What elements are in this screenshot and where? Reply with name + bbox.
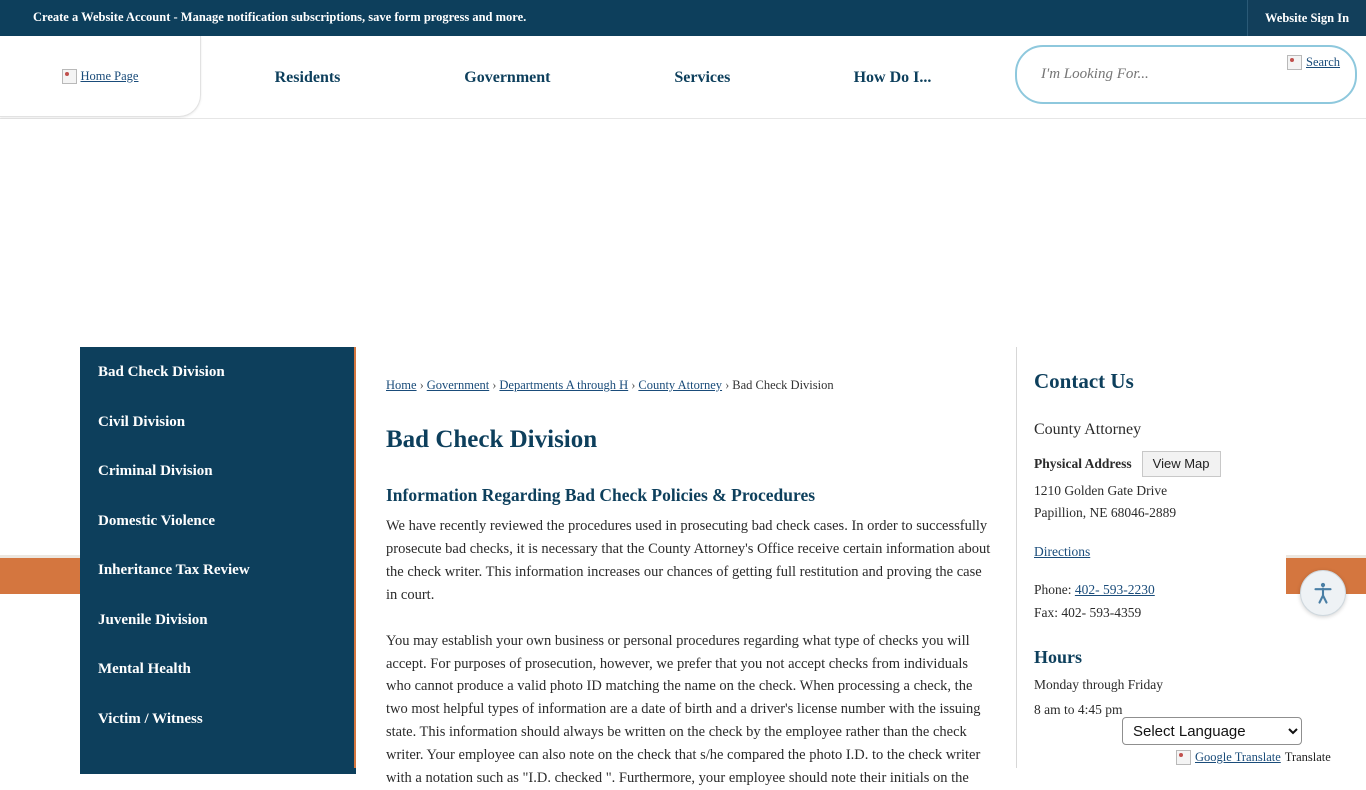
breadcrumb-item-current: Bad Check Division	[732, 378, 834, 392]
breadcrumb-separator: ›	[419, 378, 424, 392]
breadcrumb-item-departments-a-through-h[interactable]: Departments A through H	[499, 378, 629, 392]
contact-panel	[1016, 347, 1304, 768]
fax-line: Fax: 402- 593-4359	[1034, 605, 1142, 620]
sidebar-item-bad-check-division[interactable]: Bad Check Division	[98, 364, 225, 380]
directions-link[interactable]: Directions	[1034, 544, 1091, 559]
nav-item-government[interactable]: Government	[464, 69, 551, 86]
broken-image-icon	[1176, 750, 1191, 765]
sidebar-item-civil-division[interactable]: Civil Division	[98, 413, 186, 430]
sidebar-item-inheritance-tax-review[interactable]: Inheritance Tax Review	[98, 562, 250, 578]
main-content	[386, 347, 996, 790]
breadcrumb-item-home[interactable]: Home	[386, 378, 417, 392]
section-sidebar	[80, 347, 356, 774]
decorative-stripe-left	[0, 555, 80, 594]
site-header	[0, 36, 1366, 119]
accessibility-icon	[1311, 581, 1335, 605]
nav-item-services[interactable]: Services	[674, 69, 731, 86]
google-translate-alt: Google Translate	[1195, 750, 1281, 764]
page-title: Bad Check Division	[386, 426, 598, 453]
view-map-button[interactable]: View Map	[1142, 451, 1221, 477]
phone-line	[1034, 582, 1304, 598]
search-icon[interactable]	[1287, 55, 1346, 70]
breadcrumb-separator: ›	[725, 378, 730, 392]
search-input[interactable]	[1039, 59, 1273, 89]
translate-label: Translate	[1284, 750, 1331, 764]
nav-item-how-do-i[interactable]: How Do I...	[853, 69, 932, 86]
google-translate-branding	[1176, 750, 1331, 765]
language-select[interactable]	[1122, 717, 1302, 745]
nav-item-residents[interactable]: Residents	[274, 69, 341, 86]
address-line-1: 1210 Golden Gate Drive	[1034, 483, 1168, 498]
phone-number-link[interactable]: 402- 593-2230	[1074, 582, 1155, 597]
accessibility-widget-button[interactable]	[1300, 570, 1346, 616]
sidebar-item-juvenile-division[interactable]: Juvenile Division	[98, 611, 208, 628]
contact-us-heading: Contact Us	[1034, 369, 1134, 393]
breadcrumb	[386, 378, 996, 393]
sidebar-item-mental-health[interactable]: Mental Health	[98, 661, 191, 677]
phone-label: Phone:	[1034, 582, 1072, 597]
banner-area	[0, 119, 1366, 341]
address-line-2: Papillion, NE 68046-2889	[1034, 505, 1177, 520]
home-page-logo-alt: Home Page	[80, 68, 139, 83]
sidebar-item-victim-witness[interactable]: Victim / Witness	[98, 710, 203, 727]
content-subheading: Information Regarding Bad Check Policies & Procedures	[386, 485, 816, 505]
content-paragraph-1: We have recently reviewed the procedures used in prosecuting bad check cases. In order to successfully prosecute bad checks, it is necessary that the County Attorney's Office receive certain information about the check writer. This information increases our chances of getting full restitution and proving the case in court.	[386, 518, 991, 603]
breadcrumb-separator: ›	[492, 378, 497, 392]
breadcrumb-item-county-attorney[interactable]: County Attorney	[638, 378, 723, 392]
search-button-alt: Search	[1306, 55, 1341, 70]
sidebar-item-criminal-division[interactable]: Criminal Division	[98, 463, 213, 479]
hours-heading: Hours	[1034, 647, 1083, 667]
site-logo-link[interactable]	[0, 36, 201, 117]
main-navigation	[210, 58, 990, 98]
breadcrumb-item-government[interactable]: Government	[426, 378, 490, 392]
google-translate-logo-image	[1176, 750, 1281, 765]
content-paragraph-2: You may establish your own business or personal procedures regarding what type of checks you will accept. For purposes of prosecution, however, we prefer that you not accept checks from individuals who cannot produce a valid photo ID matching the name on the check. When processing a check, the two most helpful types of information are a date of birth and a driver's license number with the issuing state. This information should always be written on the check by the employee rather than the check writer. Your employee can also note on the check that s/he compared the photo I.D. to the check writer with a notation such as "I.D. checked ". Furthermore, your employee should note their initials on the	[386, 632, 981, 787]
broken-image-icon	[1287, 55, 1302, 70]
search-button[interactable]	[1287, 55, 1347, 93]
home-page-logo-image[interactable]	[62, 69, 139, 84]
hours-line-2: 8 am to 4:45 pm	[1034, 702, 1123, 717]
top-utility-bar	[0, 0, 1366, 36]
search-bar	[1015, 45, 1357, 104]
create-account-prompt[interactable]: Create a Website Account - Manage notification subscriptions, save form progress and more.	[33, 10, 527, 24]
directions-line	[1034, 544, 1304, 560]
breadcrumb-separator: ›	[631, 378, 636, 392]
physical-address-label: Physical Address	[1034, 456, 1132, 471]
hours-line-1: Monday through Friday	[1034, 677, 1163, 692]
sidebar-item-domestic-violence[interactable]: Domestic Violence	[98, 512, 216, 529]
contact-department-name: County Attorney	[1034, 421, 1142, 438]
physical-address-row	[1034, 451, 1304, 477]
broken-image-icon	[62, 69, 77, 84]
website-sign-in-button[interactable]: Website Sign In	[1247, 0, 1366, 36]
